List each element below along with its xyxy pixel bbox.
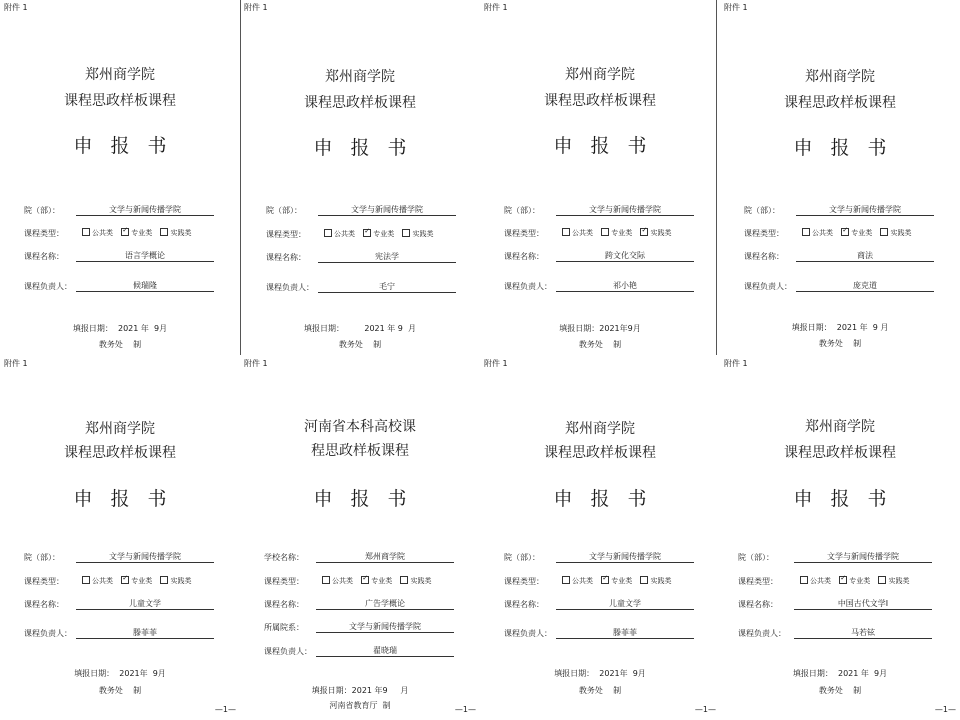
checkbox-practice[interactable] [640,576,648,584]
dept-value: 文学与新闻传播学院 [76,204,214,216]
type-major-label: 专业类 [371,577,393,585]
page-divider [716,0,717,355]
checkbox-public[interactable] [802,228,810,236]
dept-value: 文学与新闻传播学院 [318,204,456,216]
course-name-label: 课程名称： [264,600,304,609]
fill-date: 填报日期： 2021 年 9月 [792,669,888,678]
form-page-5 [0,356,240,716]
type-label: 课程类型： [24,229,64,238]
form-page-4 [720,0,960,360]
checkbox-public[interactable] [82,228,90,236]
fill-date: 填报日期：2021年9月 [559,324,641,333]
leader-label: 课程负责人： [744,282,792,291]
type-public-label: 公共类 [572,577,593,585]
issuing-office: 教务处 制 [578,686,622,695]
dept-field [24,205,181,216]
course-type-options [76,228,191,238]
leader-value: 毛宁 [318,281,456,293]
type-label: 课程类型： [744,229,784,238]
fill-date: 填报日期：2021 年9 月 [311,686,409,695]
checkbox-public[interactable] [82,576,90,584]
leader-field [504,281,637,292]
issuing-office: 教务处 制 [338,340,382,349]
title-line-1: 郑州商学院 [805,419,875,435]
school-value: 郑州商学院 [316,551,454,563]
type-field [24,576,192,587]
leader-field [264,646,397,657]
checkbox-practice[interactable] [640,228,648,236]
leader-field [504,628,637,639]
form-page-3 [480,0,720,360]
type-practice-label: 实践类 [890,229,912,237]
checkbox-major[interactable] [361,576,369,584]
leader-field [24,628,157,639]
checkbox-major[interactable] [601,576,609,584]
page-number: —1— [214,705,236,714]
course-name-field [738,599,889,610]
checkbox-practice[interactable] [878,576,886,584]
fill-date: 填报日期： 2021年 9月 [554,669,646,678]
leader-value: 庞克道 [796,280,934,292]
type-practice-label: 实践类 [888,577,910,585]
form-page-2 [240,0,480,360]
form-big-title: 申报书 [793,488,905,510]
leader-field [24,281,157,292]
checkbox-major[interactable] [363,229,371,237]
course-name-field [24,251,165,262]
fill-date: 填报日期： 2021 年 9月 [72,324,168,333]
course-name-field [744,251,873,262]
issuing-office: 河南省教育厅 制 [329,701,391,710]
type-practice-label: 实践类 [650,577,672,585]
fill-date: 填报日期： 2021年 9月 [74,669,166,678]
title-line-1: 郑州商学院 [565,421,635,437]
fill-date: 填报日期： 2021 年 9 月 [304,324,416,333]
leader-label: 课程负责人： [504,629,552,638]
form-big-title: 申报书 [553,488,665,510]
affiliated-dept-label: 所属院系： [264,623,304,632]
attachment-label: 附件 1 [244,3,268,12]
dept-field [744,205,901,216]
course-name-value: 语言学概论 [76,250,214,262]
leader-field [738,628,875,639]
attachment-label: 附件 1 [4,359,28,368]
checkbox-major[interactable] [121,228,129,236]
type-field [266,229,434,240]
course-name-label: 课程名称： [744,252,784,261]
dept-label: 院（部）： [24,553,60,562]
title-line-2: 课程思政样板课程 [544,445,656,461]
affiliated-dept-value: 文学与新闻传播学院 [316,621,454,633]
leader-label: 课程负责人： [24,282,72,291]
type-label: 课程类型： [504,577,544,586]
course-name-field [504,599,641,610]
leader-label: 课程负责人： [266,283,314,292]
checkbox-public[interactable] [562,576,570,584]
checkbox-practice[interactable] [160,228,168,236]
course-type-options [794,576,909,586]
dept-field [504,552,661,563]
dept-label: 院（部）： [24,206,60,215]
leader-label: 课程负责人： [738,629,786,638]
title-line-1: 郑州商学院 [325,69,395,85]
form-big-title: 申报书 [793,137,905,159]
title-line-2: 课程思政样板课程 [64,93,176,109]
page-number: —1— [934,705,956,714]
checkbox-public[interactable] [322,576,330,584]
form-page-8 [720,356,960,716]
dept-value: 文学与新闻传播学院 [794,551,932,563]
course-name-value: 跨文化交际 [556,250,694,262]
checkbox-practice[interactable] [400,576,408,584]
title-line-2: 课程思政样板课程 [544,93,656,109]
title-line-2: 课程思政样板课程 [784,95,896,111]
title-line-1: 河南省本科高校课 [304,419,416,435]
title-line-1: 郑州商学院 [805,69,875,85]
type-label: 课程类型： [24,577,64,586]
course-name-value: 商法 [796,250,934,262]
dept-label: 院（部）： [504,553,540,562]
leader-value: 马若铉 [794,627,932,639]
course-name-label: 课程名称： [24,252,64,261]
checkbox-major[interactable] [841,228,849,236]
form-big-title: 申报书 [313,137,425,159]
dept-label: 院（部）： [744,206,780,215]
course-name-label: 课程名称： [504,600,544,609]
school-label: 学校名称： [264,553,304,562]
checkbox-major[interactable] [601,228,609,236]
course-type-options [556,228,671,238]
page-number: —1— [454,705,476,714]
type-field [264,576,432,587]
type-major-label: 专业类 [131,577,153,585]
type-public-label: 公共类 [92,577,113,585]
title-line-2: 课程思政样板课程 [784,445,896,461]
leader-label: 课程负责人： [504,282,552,291]
leader-field [266,282,395,293]
type-public-label: 公共类 [812,229,833,237]
dept-field [266,205,423,216]
dept-value: 文学与新闻传播学院 [556,551,694,563]
leader-label: 课程负责人： [264,647,312,656]
issuing-office: 教务处 制 [818,686,862,695]
leader-label: 课程负责人： [24,629,72,638]
dept-label: 院（部）： [504,206,540,215]
type-field [504,228,672,239]
attachment-label: 附件 1 [484,359,508,368]
dept-label: 院（部）： [266,206,302,215]
type-major-label: 专业类 [373,230,395,238]
leader-value: 滕菲菲 [76,627,214,639]
type-public-label: 公共类 [332,577,353,585]
dept-field [504,205,661,216]
course-type-options [316,576,431,586]
course-type-options [556,576,671,586]
type-field [24,228,192,239]
dept-value: 文学与新闻传播学院 [556,204,694,216]
attachment-label: 附件 1 [724,3,748,12]
form-big-title: 申报书 [73,488,185,510]
course-type-options [76,576,191,586]
attachment-label: 附件 1 [4,3,28,12]
type-label: 课程类型： [266,230,306,239]
course-name-label: 课程名称： [24,600,64,609]
title-line-2: 课程思政样板课程 [304,95,416,111]
attachment-label: 附件 1 [724,359,748,368]
title-line-1: 郑州商学院 [85,421,155,437]
form-page-6 [240,356,480,716]
type-field [504,576,672,587]
type-major-label: 专业类 [131,229,153,237]
page-divider [240,0,241,355]
issuing-office: 教务处 制 [98,340,142,349]
leader-value: 祁小艳 [556,280,694,292]
checkbox-major[interactable] [121,576,129,584]
type-major-label: 专业类 [851,229,873,237]
title-line-1: 郑州商学院 [85,67,155,83]
type-public-label: 公共类 [810,577,831,585]
course-name-label: 课程名称： [738,600,778,609]
checkbox-major[interactable] [839,576,847,584]
dept-field [738,552,899,563]
checkbox-public[interactable] [562,228,570,236]
course-type-options [796,228,911,238]
dept-value: 文学与新闻传播学院 [76,551,214,563]
leader-value: 候瑞隆 [76,280,214,292]
type-label: 课程类型： [264,577,304,586]
form-big-title: 申报书 [313,488,425,510]
type-practice-label: 实践类 [650,229,672,237]
course-name-value: 宪法学 [318,251,456,263]
issuing-office: 教务处 制 [818,339,862,348]
type-field [738,576,910,587]
type-field [744,228,912,239]
checkbox-practice[interactable] [402,229,410,237]
title-line-1: 郑州商学院 [565,67,635,83]
fill-date: 填报日期： 2021 年 9 月 [791,323,889,332]
leader-field [744,281,877,292]
dept-field [24,552,181,563]
course-name-field [504,251,645,262]
course-name-value: 广告学概论 [316,598,454,610]
course-name-field [266,252,399,263]
type-major-label: 专业类 [849,577,871,585]
course-name-label: 课程名称： [504,252,544,261]
leader-value: 滕菲菲 [556,627,694,639]
checkbox-practice[interactable] [160,576,168,584]
dept-value: 文学与新闻传播学院 [796,204,934,216]
type-label: 课程类型： [738,577,778,586]
issuing-office: 教务处 制 [578,340,622,349]
issuing-office: 教务处 制 [98,686,142,695]
dept-label: 院（部）： [738,553,774,562]
type-label: 课程类型： [504,229,544,238]
attachment-label: 附件 1 [484,3,508,12]
checkbox-public[interactable] [800,576,808,584]
type-practice-label: 实践类 [412,230,434,238]
affiliated-dept-field [264,622,421,633]
form-big-title: 申报书 [553,135,665,157]
form-big-title: 申报书 [73,135,185,157]
checkbox-practice[interactable] [880,228,888,236]
course-name-field [264,599,405,610]
course-type-options [318,229,433,239]
course-name-value: 儿童文学 [76,598,214,610]
title-line-2: 程思政样板课程 [311,443,409,459]
course-name-value: 中国古代文学I [794,598,932,610]
type-public-label: 公共类 [92,229,113,237]
title-line-2: 课程思政样板课程 [64,445,176,461]
type-major-label: 专业类 [611,577,633,585]
page-number: —1— [694,705,716,714]
type-practice-label: 实践类 [410,577,432,585]
course-name-field [24,599,161,610]
attachment-label: 附件 1 [244,359,268,368]
school-field [264,552,405,563]
leader-value: 翟晓瑞 [316,645,454,657]
type-practice-label: 实践类 [170,577,192,585]
type-practice-label: 实践类 [170,229,192,237]
type-public-label: 公共类 [334,230,355,238]
form-page-1 [0,0,240,360]
course-name-label: 课程名称： [266,253,306,262]
form-page-7 [480,356,720,716]
type-major-label: 专业类 [611,229,633,237]
type-public-label: 公共类 [572,229,593,237]
course-name-value: 儿童文学 [556,598,694,610]
checkbox-public[interactable] [324,229,332,237]
